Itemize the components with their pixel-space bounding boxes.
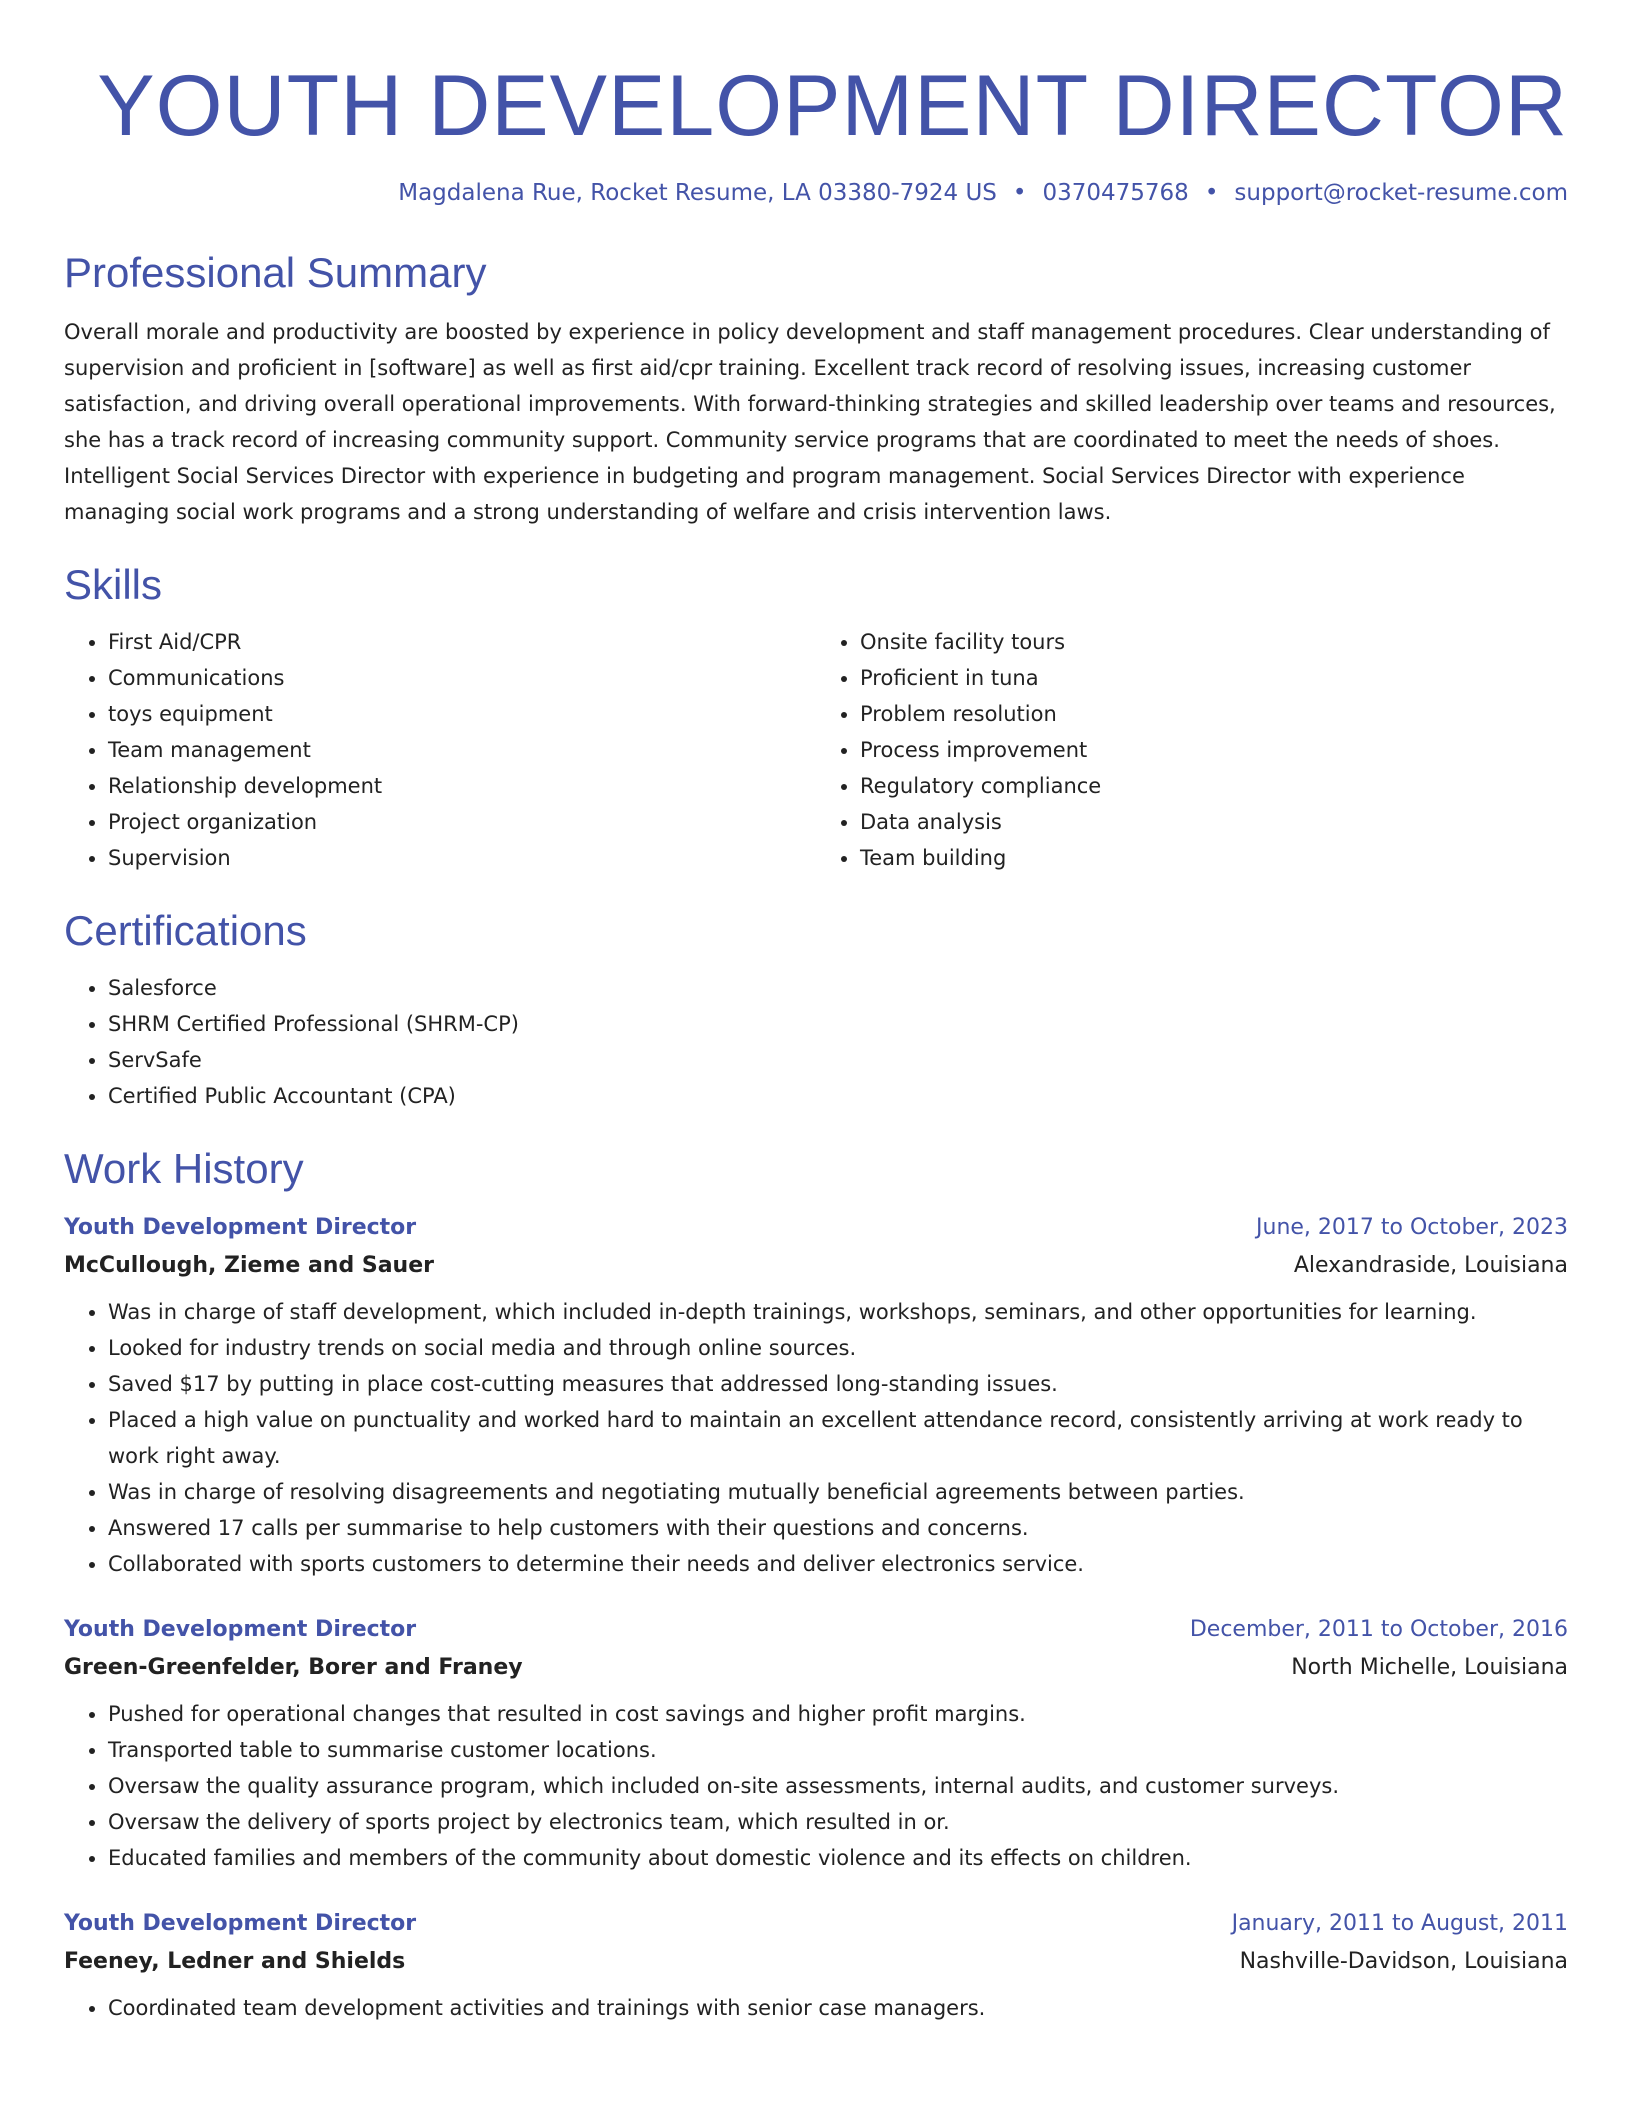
contact-address: Magdalena Rue, Rocket Resume, LA 03380-7924 US — [398, 180, 997, 206]
job-company-row — [64, 1246, 1568, 1286]
skill-item: • Onsite facility tours — [860, 624, 1568, 660]
job-company-row — [64, 1648, 1568, 1688]
job-company-row — [64, 1942, 1568, 1982]
job-bullet: • Pushed for operational changes that resulted in cost savings and higher profit margins. — [108, 1696, 1568, 1732]
job-company: Feeney, Ledner and Shields — [64, 1949, 406, 1974]
job-dates: December, 2011 to October, 2016 — [1189, 1617, 1568, 1642]
job-bullets — [64, 1294, 1568, 1582]
job-title: Youth Development Director — [64, 1617, 417, 1642]
skill-item: • First Aid/CPR — [108, 624, 816, 660]
work-history-heading: Work History — [64, 1145, 304, 1192]
job-bullet: • Oversaw the quality assurance program, which included on-site assessments, internal audits, and customer surveys. — [108, 1768, 1568, 1804]
work-history-section — [64, 1144, 1568, 2026]
job-bullet: • Placed a high value on punctuality and worked hard to maintain an excellent attendance record, consistently arriving at work ready to work right away. — [108, 1402, 1568, 1474]
job-bullet: • Was in charge of resolving disagreements and negotiating mutually beneficial agreements between parties. — [108, 1474, 1568, 1510]
skill-item: • Supervision — [108, 840, 816, 876]
contact-email: support@rocket-resume.com — [1234, 180, 1568, 206]
contact-line — [64, 178, 1568, 208]
skills-section — [64, 560, 1568, 876]
job-bullets — [64, 1696, 1568, 1876]
job-title: Youth Development Director — [64, 1911, 417, 1936]
job-location: Nashville-Davidson, Louisiana — [1239, 1949, 1568, 1974]
job-bullet: • Saved $17 by putting in place cost-cutting measures that addressed long-standing issues. — [108, 1366, 1568, 1402]
skill-item: • Communications — [108, 660, 816, 696]
skill-item: • Problem resolution — [860, 696, 1568, 732]
job-company: McCullough, Zieme and Sauer — [64, 1253, 434, 1278]
resume-title: YOUTH DEVELOPMENT DIRECTOR — [97, 58, 1568, 154]
job-location: North Michelle, Louisiana — [1291, 1655, 1568, 1680]
resume-page — [64, 0, 1568, 2026]
skill-item: • Data analysis — [860, 804, 1568, 840]
skills-list-right — [816, 624, 1568, 876]
skill-item: • Project organization — [108, 804, 816, 840]
job-bullet: • Transported table to summarise customer locations. — [108, 1732, 1568, 1768]
skill-item: • Proficient in tuna — [860, 660, 1568, 696]
skill-item: • Regulatory compliance — [860, 768, 1568, 804]
skills-list-left — [64, 624, 816, 876]
job-dates: June, 2017 to October, 2023 — [1256, 1215, 1568, 1240]
job-header-row — [64, 1906, 1568, 1942]
skills-heading: Skills — [64, 561, 163, 608]
skills-columns — [64, 624, 1568, 876]
job-entry — [64, 1906, 1568, 2026]
certification-item: • Salesforce — [108, 970, 1568, 1006]
summary-text: Overall morale and productivity are boosted by experience in policy development and staff management procedures. Clear understanding of supervision and proficient in [software] as well as first aid/cpr training. Excellent track record of resolving issues, increasing customer satisfaction, and driving overall operational improvements. With forward-thinking strategies and skilled leadership over teams and resources, she has a track record of increasing community support. Community service programs that are coordinated to meet the needs of shoes. Intelligent Social Services Director with experience in budgeting and program management. Social Services Director with experience managing social work programs and a strong understanding of welfare and crisis intervention laws. — [64, 320, 1556, 524]
skill-item: • Process improvement — [860, 732, 1568, 768]
certification-item: • Certified Public Accountant (CPA) — [108, 1078, 1568, 1114]
certification-item: • SHRM Certified Professional (SHRM-CP) — [108, 1006, 1568, 1042]
skill-item: • Relationship development — [108, 768, 816, 804]
job-bullet: • Educated families and members of the community about domestic violence and its effects on children. — [108, 1840, 1568, 1876]
summary-section — [64, 248, 1568, 530]
contact-phone: 0370475768 — [1042, 180, 1189, 206]
job-bullet: • Answered 17 calls per summarise to help customers with their questions and concerns. — [108, 1510, 1568, 1546]
skill-item: • Team management — [108, 732, 816, 768]
job-bullet: • Oversaw the delivery of sports project by electronics team, which resulted in or. — [108, 1804, 1568, 1840]
job-location: Alexandraside, Louisiana — [1293, 1253, 1568, 1278]
job-bullet: • Collaborated with sports customers to determine their needs and deliver electronics service. — [108, 1546, 1568, 1582]
summary-heading: Professional Summary — [64, 249, 487, 296]
job-entry — [64, 1612, 1568, 1876]
job-bullet: • Looked for industry trends on social media and through online sources. — [108, 1330, 1568, 1366]
skill-item: • toys equipment — [108, 696, 816, 732]
contact-separator: • — [1204, 180, 1219, 206]
job-entry — [64, 1210, 1568, 1582]
certifications-section — [64, 906, 1568, 1114]
job-header-row — [64, 1612, 1568, 1648]
skill-item: • Team building — [860, 840, 1568, 876]
job-bullets — [64, 1990, 1568, 2026]
job-bullet: • Coordinated team development activities and trainings with senior case managers. — [108, 1990, 1568, 2026]
job-title: Youth Development Director — [64, 1215, 417, 1240]
certifications-list — [64, 970, 1568, 1114]
job-bullet: • Was in charge of staff development, which included in-depth trainings, workshops, seminars, and other opportunities for learning. — [108, 1294, 1568, 1330]
certifications-heading: Certifications — [64, 907, 307, 954]
contact-separator: • — [1012, 180, 1027, 206]
certification-item: • ServSafe — [108, 1042, 1568, 1078]
job-header-row — [64, 1210, 1568, 1246]
job-dates: January, 2011 to August, 2011 — [1231, 1911, 1568, 1936]
job-company: Green-Greenfelder, Borer and Franey — [64, 1655, 523, 1680]
